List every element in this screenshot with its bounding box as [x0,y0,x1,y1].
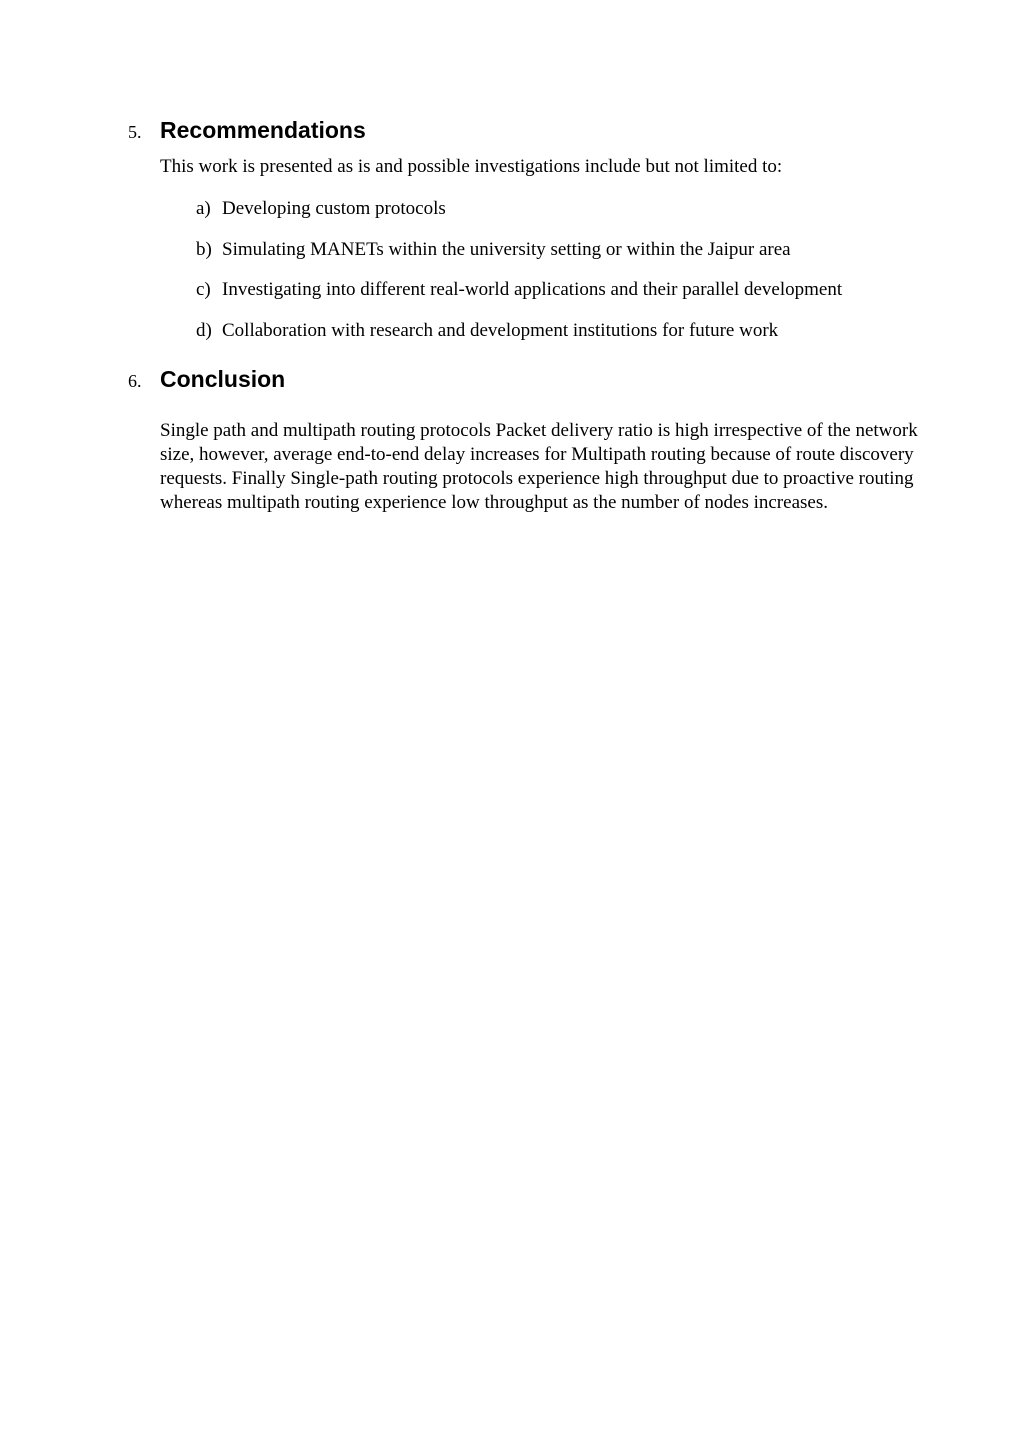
list-marker: d) [196,319,212,341]
list-item-text: Collaboration with research and development institutions for future work [222,319,779,341]
list-item-text: Simulating MANETs within the university setting or within the Jaipur area [222,238,791,260]
list-item [196,197,948,221]
section-title: Conclusion [160,366,286,392]
list-marker: c) [196,279,211,300]
section-number: 5. [128,122,142,142]
list-item [196,238,948,262]
section-number: 6. [128,371,142,391]
list-marker: a) [196,198,211,219]
list-item-text: Investigating into different real-world applications and their parallel development [222,279,843,300]
conclusion-paragraph: Single path and multipath routing protocols Packet delivery ratio is high irrespective of the network size, however, average end-to-end delay increases for Multipath routing because of route discovery requests. Finally Single-path routing protocols experience high throughput due to proactive routing whereas multipath routing experience low throughput as the number of nodes increases. [160,420,918,513]
section-heading [128,117,948,149]
section-title: Recommendations [160,117,366,143]
conclusion-section [128,366,948,515]
list-item [196,319,948,343]
list-item-text: Developing custom protocols [222,198,446,219]
list-marker: b) [196,238,212,260]
section-intro: This work is presented as is and possible investigations include but not limited to: [160,156,783,177]
recommendations-section [128,117,948,359]
recommendations-list [196,197,948,343]
section-heading [128,366,948,398]
list-item [196,278,948,302]
